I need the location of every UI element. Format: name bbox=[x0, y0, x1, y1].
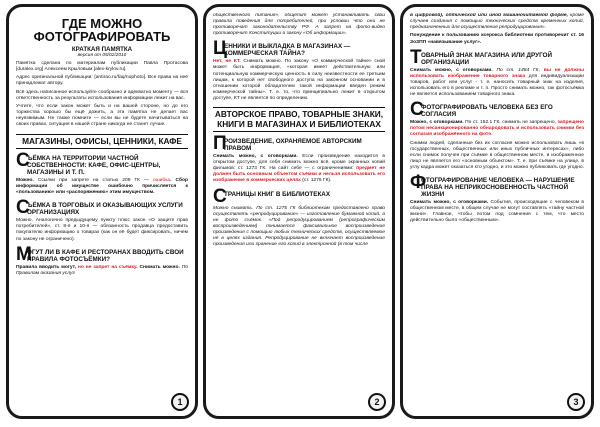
section-heading-copyright: АВТОРСКОЕ ПРАВО, ТОВАРНЫЕ ЗНАКИ, КНИГИ В МАГАЗИНАХ И БИБЛИОТЕКАХ bbox=[213, 107, 385, 132]
copyright-work-text: Снимать можно, с оговорками. Если произведение находится в открытом доступе, для себя снимать можно всё, кроме экранных копий фильмов: ст. 1273 ГК. На сайт себе — с ограничениями: предмет не должен быть основным объектом съёмки и нельзя использовать его изображение в коммерческих целях (ст. 1276 ГК). bbox=[213, 154, 385, 184]
heading-person-consent bbox=[410, 99, 584, 121]
section-heading-shops: МАГАЗИНЫ, ОФИСЫ, ЦЕННИКИ, КАФЕ bbox=[16, 134, 188, 150]
xerox-text: Понуждение к пользованию ксерокса библиотеки противоречит ст. 16 ЗоЗПП «навязывание услуг». bbox=[410, 33, 584, 45]
warning-paragraph: Учтите, что если закон может быть и на вашей стороне, но до его торжества хорошо бы ещё дожить, а эта памятка не делает вас неуязвимым. Не также помните — если вы не будете начитываться на своих правах, ситуация в нашей стране никогда не станет лучше. bbox=[16, 104, 188, 128]
heading-text: ЪЁМКА В ТОРГОВЫХ И ОКАЗЫВАЮЩИХ УСЛУГИ ОРГАНИЗАЦИЯХ bbox=[27, 202, 183, 217]
price-tags-text: Нет, не КТ. Снимать можно. По закону «О коммерческой тайне» сной может быть информация, «которая имеет действительную или потенциальную коммерческую ценность в силу неизвестности ее третьим лицам, к которой нет свободного доступа на законном основании и в отношении которой обладателем такой информации введен режим коммерческой тайны». Т. е. то, что принципиально лежит в открытом доступе, КТ не является по определению. bbox=[213, 59, 385, 101]
cafe-rules-text: Правила вводить могут, но не запрет на съёмку. Снимать можно. По Правилам оказания услуг bbox=[16, 264, 188, 276]
drop-cap: С bbox=[213, 185, 227, 207]
heading-text: РОИЗВЕДЕНИЕ, ОХРАНЯЕМОЕ АВТОРСКИМ ПРАВОМ bbox=[224, 138, 362, 153]
privacy-text: Снимать можно, с оговорками. События, происходящие с человеком в общественном месте, в общем случае не могут составлять «тайну частной жизни». Главное, чтобы потом под сомнения с тем, что место действительно было «общественным». bbox=[410, 200, 584, 224]
drop-cap: Т bbox=[410, 46, 422, 68]
card-3-content bbox=[410, 13, 584, 410]
heading-text: ОГУТ ЛИ В КАФЕ И РЕСТОРАНАХ ВВОДИТЬ СВОИ ПРАВИЛА ФОТОСЪЁМКИ? bbox=[27, 248, 184, 263]
memo-card-1 bbox=[6, 4, 198, 419]
private-property-text: Можно. Ссылки при запрете на статью 209 ГК — ошибка. Сбор информации об имуществе ошибочно причисляется к «пользованию» или «распоряжению» этим имуществом. bbox=[16, 178, 188, 196]
digital-copy-text: в цифровой), оптической или иной машиночитаемой форме, кроме случаев создания с помощью технических средств временных копий, предназначенных для осуществления репродуцирования». bbox=[410, 13, 584, 31]
heading-privacy bbox=[410, 172, 584, 199]
shops-services-text: Можно. Аналогично предыдущему пункту плюс закон «О защите прав потребителей», ст. 8-я и 10-я — обязанность продавца предоставить покупателю информацию о товарах (как он её будет фиксировать, ничем по закону не ограничено). bbox=[16, 218, 188, 242]
source-paragraph: Адрес оригинальной публикации: [antirao.ru/faq/nophoto]. Все права на неё принадлежат автору. bbox=[16, 75, 188, 87]
heading-copyright-work bbox=[213, 133, 385, 155]
drop-cap: С bbox=[16, 197, 30, 219]
title-line-1: ГДЕ МОЖНО bbox=[61, 16, 143, 31]
trademark-text: Снимать можно, с оговорками. По ст. 1484 ГК, вы не должны использовать изображение товарного знака для индивидуализации товаров, работ или услуг - т. е. наносить товарный знак на изделия, использовать его в рекламе и т. п. Просто снимать можно, так фотосъёмка не является использованием товарного знака. bbox=[410, 67, 584, 98]
drop-cap: М bbox=[16, 243, 32, 265]
memo-card-3 bbox=[400, 4, 594, 419]
drop-cap: С bbox=[16, 150, 30, 171]
title-line-2: ФОТОГРАФИРОВАТЬ bbox=[33, 29, 171, 44]
heading-text: ТРАНИЦЫ КНИГ В БИБЛИОТЕКАХ bbox=[224, 190, 331, 198]
heading-shops-services bbox=[16, 197, 188, 219]
heading-cafe-rules bbox=[16, 243, 188, 265]
disclaimer-paragraph: Всё здесь написанное используйте сообразно и адекватно моменту — вся ответственность за результаты использования информации лежит на вас. bbox=[16, 89, 188, 101]
page-number-badge: 2 bbox=[368, 393, 386, 411]
memo-subtitle: КРАТКАЯ ПАМЯТКА bbox=[71, 46, 133, 53]
heading-text: ОВАРНЫЙ ЗНАК МАГАЗИНА ИЛИ ДРУГОЙ ОРГАНИЗАЦИИ bbox=[421, 51, 552, 66]
drop-cap: Ц bbox=[213, 38, 227, 60]
memo-title bbox=[16, 17, 188, 43]
heading-library-pages bbox=[213, 185, 385, 207]
heading-text: ОТОГРАФИРОВАНИЕ ЧЕЛОВЕКА — НАРУШЕНИЕ ПРАВА НА НЕПРИКОСНОВЕННОСТЬ ЧАСТНОЙ ЖИЗНИ bbox=[421, 177, 575, 199]
heading-text: ЕННИКИ И ВЫКЛАДКА В МАГАЗИНАХ — КОММЕРЧЕСКАЯ ТАЙНА? bbox=[224, 43, 351, 58]
public-interest-text: Снимки людей, сделанные без их согласия можно использовать лишь «в государственных, общественных или иных публичных интересах», либо если снимок получен при съёмке в общественном месте, и изображенное лицо не является его «основным объектом». Т. е. при съёмке на улице, в углу кадра может оказаться кто угодно, и это можно публиковать где угодно. bbox=[410, 140, 584, 170]
library-pages-text: Можно снимать. По ст. 1275 ГК библиотекам предоставлено право осуществлять «репродуцирование» — изготовление бумажной копий, а не фото съёмок. «Под репродуцированием (репрографическим воспроизведением) понимается факсимильное воспроизведение произведения с помощью любых технических средств, осуществляемое не в целях издания. Репродуцирование не включает воспроизведение произведения или хранение его копий в электронной (в том числе bbox=[213, 205, 385, 248]
heading-price-tags bbox=[213, 38, 385, 60]
memo-version: версия от 05/02/2010 bbox=[77, 53, 127, 58]
heading-private-property bbox=[16, 150, 188, 176]
page-number-badge: 3 bbox=[567, 393, 585, 411]
drop-cap: С bbox=[410, 99, 424, 121]
heading-text: ФОТОГРАФИРОВАТЬ ЧЕЛОВЕКА БЕЗ ЕГО СОГЛАСИЯ bbox=[421, 104, 553, 119]
person-consent-text: Можно, с оговорками. По ст. 152.1 ГК, снимать не запрещено, запрещено потом несанкционированно обнародовать и использовать снимки без согласия изображённого на фото. bbox=[410, 120, 584, 138]
drop-cap: П bbox=[213, 133, 227, 155]
card-2-content bbox=[213, 13, 385, 410]
credits-paragraph: Памятка сделана по материалам публикации Павла Протасова [duralex.org] Алексеем Крыловым [alex-krylov.ru]. bbox=[16, 61, 188, 73]
memo-card-2 bbox=[203, 4, 395, 419]
heading-trademark bbox=[410, 46, 584, 68]
catering-rules-text: общественного питания», общепит может устанавливать свои правила поведения для потребителей, при условии что они не противоречат законодательству РФ. А запрет на фото-видео противоречит Конституции и закону «Об информации». bbox=[213, 13, 385, 37]
drop-cap: Ф bbox=[410, 172, 427, 194]
card-1-content bbox=[16, 13, 188, 410]
page-number-badge: 1 bbox=[171, 393, 189, 411]
heading-text: ЪЁМКА НА ТЕРРИТОРИИ ЧАСТНОЙ СОБСТВЕННОСТИ: КАФЕ, ОФИС-ЦЕНТРЫ, МАГАЗИНЫ И Т. П. bbox=[27, 155, 161, 176]
